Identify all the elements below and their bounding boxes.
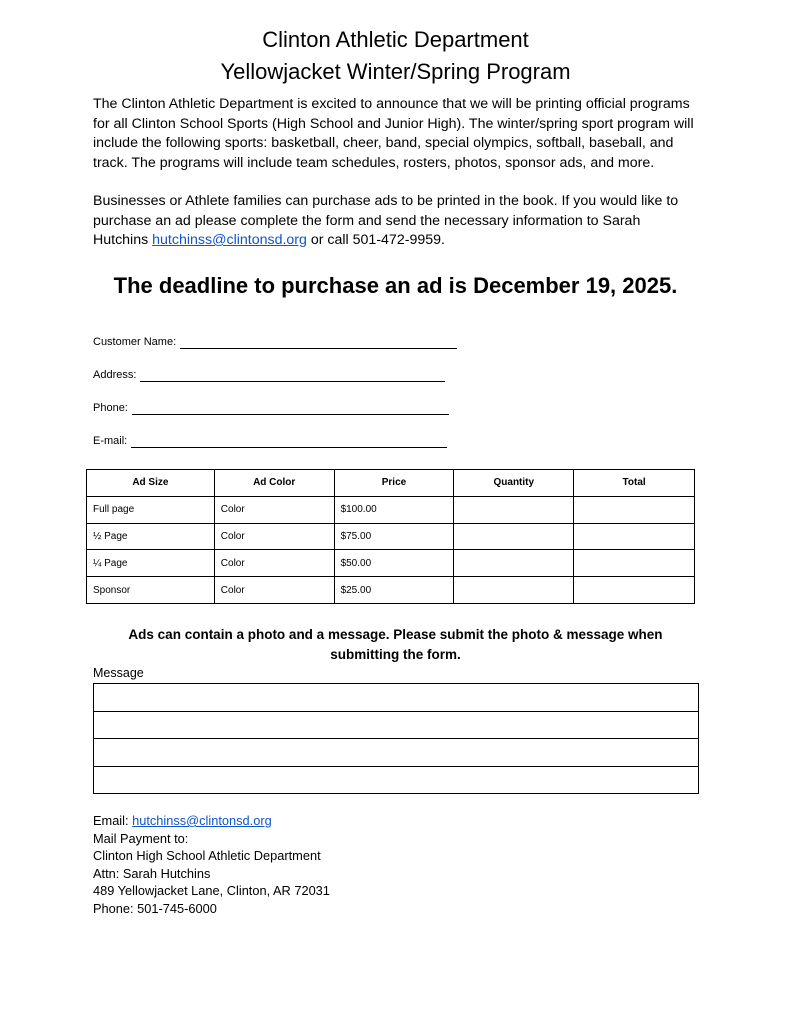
document-subtitle: Yellowjacket Winter/Spring Program	[220, 59, 571, 84]
mail-attention: Attn: Sarah Hutchins	[93, 865, 211, 881]
text-fragment: Hutchins	[93, 232, 153, 248]
header-quantity: Quantity	[454, 470, 574, 497]
cell-ad-color: Color	[214, 496, 334, 523]
header-total: Total	[574, 470, 695, 497]
cell-price: $100.00	[334, 496, 454, 523]
footer-phone: Phone: 501-745-6000	[93, 900, 217, 916]
text-line: The Clinton Athletic Department is excited to announce that we will be printing official programs	[93, 96, 690, 112]
address-label: Address:	[93, 369, 137, 381]
submission-note-line-1: Ads can contain a photo and a message. Please submit the photo & message when	[128, 627, 663, 642]
email-line[interactable]	[131, 435, 447, 448]
cell-total[interactable]	[574, 523, 695, 550]
cell-ad-color: Color	[214, 577, 334, 604]
message-line[interactable]	[94, 711, 699, 739]
header-ad-size: Ad Size	[87, 470, 215, 497]
header-price: Price	[334, 470, 454, 497]
cell-price: $25.00	[334, 577, 454, 604]
document-title: Clinton Athletic Department	[262, 27, 529, 52]
cell-price: $50.00	[334, 550, 454, 577]
header-ad-color: Ad Color	[214, 470, 334, 497]
customer-name-label: Customer Name:	[93, 336, 177, 348]
cell-ad-size: Full page	[87, 496, 215, 523]
cell-ad-color: Color	[214, 550, 334, 577]
footer-email-link[interactable]: hutchinss@clintonsd.org	[132, 813, 272, 828]
cell-quantity[interactable]	[454, 523, 574, 550]
table-header-row	[87, 470, 695, 497]
cell-ad-size: Sponsor	[87, 577, 215, 604]
contact-footer	[93, 812, 330, 918]
cell-price: $75.00	[334, 523, 454, 550]
text-line	[93, 231, 713, 251]
text-line: Businesses or Athlete families can purchase ads to be printed in the book. If you would like to	[93, 193, 679, 209]
text-line: purchase an ad please complete the form and send the necessary information to Sarah	[93, 212, 641, 229]
intro-paragraph-2	[93, 192, 713, 251]
email-field[interactable]	[93, 434, 447, 448]
text-line: track. The programs will include team schedules, rosters, photos, sponsor ads, and more.	[93, 154, 655, 171]
cell-total[interactable]	[574, 496, 695, 523]
intro-paragraph-1	[93, 95, 713, 173]
customer-name-field[interactable]	[93, 335, 457, 349]
footer-email-line	[93, 812, 330, 830]
mail-organization: Clinton High School Athletic Department	[93, 848, 321, 864]
email-label: E-mail:	[93, 435, 128, 447]
cell-quantity[interactable]	[454, 577, 574, 604]
phone-line[interactable]	[132, 402, 449, 415]
footer-email-label: Email:	[93, 813, 133, 828]
mail-address: 489 Yellowjacket Lane, Clinton, AR 72031	[93, 883, 330, 899]
table-row	[87, 577, 695, 604]
text-line: for all Clinton School Sports (High School and Junior High). The winter/spring sport program will	[93, 115, 694, 132]
text-line: include the following sports: basketball, cheer, band, special olympics, softball, baseball, and	[93, 135, 674, 151]
text-fragment: or call 501-472-9959.	[306, 232, 445, 248]
table-row	[87, 550, 695, 577]
customer-name-line[interactable]	[180, 336, 457, 349]
message-box[interactable]	[93, 683, 699, 794]
address-line[interactable]	[140, 369, 445, 382]
cell-total[interactable]	[574, 550, 695, 577]
cell-total[interactable]	[574, 577, 695, 604]
table-row	[87, 523, 695, 550]
message-line[interactable]	[94, 684, 699, 712]
mail-payment-label: Mail Payment to:	[93, 830, 189, 846]
message-line[interactable]	[94, 766, 699, 794]
phone-field[interactable]	[93, 401, 449, 415]
message-line[interactable]	[94, 739, 699, 767]
cell-quantity[interactable]	[454, 550, 574, 577]
table-row	[87, 496, 695, 523]
cell-ad-size: ½ Page	[87, 523, 215, 550]
ad-pricing-table	[86, 469, 695, 604]
address-field[interactable]	[93, 368, 445, 382]
email-link[interactable]: hutchinss@clintonsd.org	[152, 232, 307, 248]
deadline-heading: The deadline to purchase an ad is December 19, 2025.	[113, 273, 678, 298]
cell-ad-color: Color	[214, 523, 334, 550]
message-label: Message	[93, 666, 144, 680]
submission-note-line-2: submitting the form.	[330, 647, 461, 662]
phone-label: Phone:	[93, 402, 128, 414]
cell-ad-size: ¼ Page	[87, 550, 215, 577]
cell-quantity[interactable]	[454, 496, 574, 523]
